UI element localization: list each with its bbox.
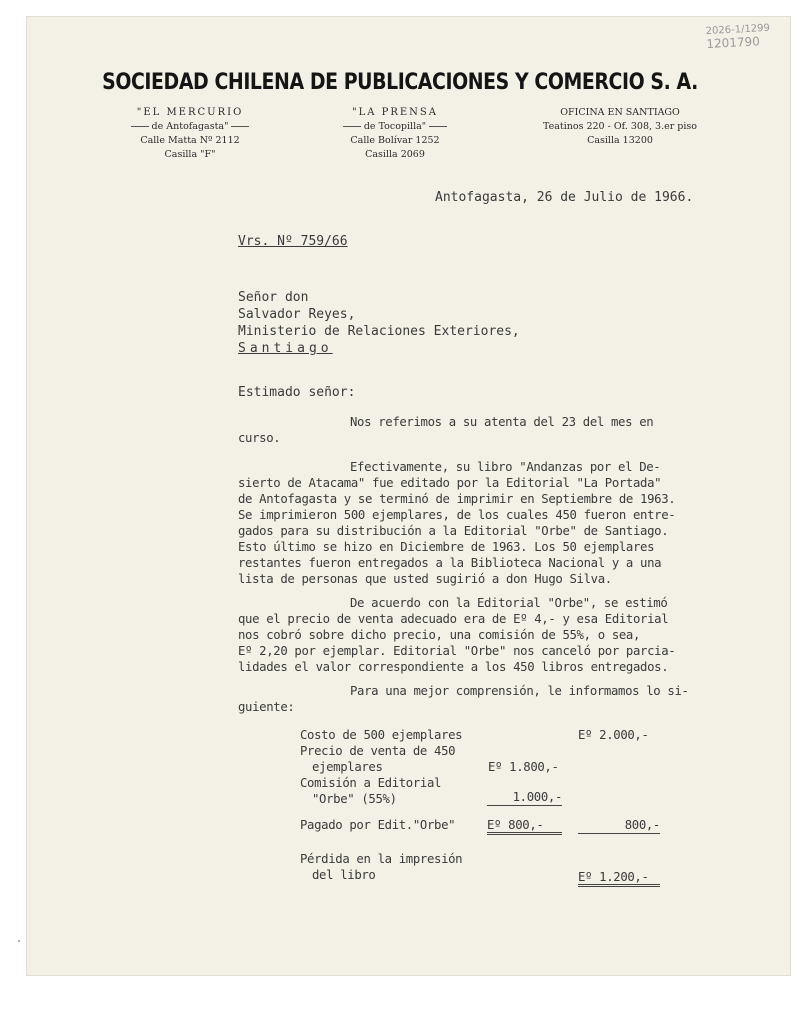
reference-number: Vrs. Nº 759/66 bbox=[238, 234, 348, 249]
loss-label-cont: del libro bbox=[312, 868, 376, 882]
sale-label: Precio de venta de 450 bbox=[300, 744, 456, 758]
text-line: De acuerdo con la Editorial "Orbe", se estimó bbox=[350, 596, 668, 610]
text-line: lidades el valor correspondiente a los 450 libros entregados. bbox=[238, 660, 669, 674]
cost-label: Costo de 500 ejemplares bbox=[300, 728, 463, 742]
text-line: sierto de Atacama" fue editado por la Editorial "La Portada" bbox=[238, 476, 662, 490]
archive-ref-line-2: 1201790 bbox=[706, 34, 761, 52]
sale-value: Eº 1.800,- bbox=[488, 760, 559, 774]
office-name: "LA PRENSA bbox=[351, 107, 439, 118]
text-line: de Antofagasta y se terminó de imprimir en Septiembre de 1963. bbox=[238, 492, 676, 506]
text-line: gados para su distribución a la Editorial "Orbe" de Santiago. bbox=[238, 524, 669, 538]
text-line: Efectivamente, su libro "Andanzas por el De- bbox=[350, 460, 661, 474]
text-line: restantes fueron entregados a la Biblioteca Nacional y a una bbox=[238, 556, 662, 570]
office-name: "EL MERCURIO bbox=[136, 107, 244, 118]
addressee-line: Salvador Reyes, bbox=[238, 307, 356, 322]
office-santiago bbox=[520, 106, 720, 148]
text-line: lista de personas que usted sugirió a don Hugo Silva. bbox=[238, 572, 612, 586]
office-postbox: Casilla 2069 bbox=[365, 149, 425, 160]
addressee-line: Señor don bbox=[238, 290, 309, 305]
paid-value-subtotal: Eº 800,- bbox=[487, 818, 562, 835]
text-line: Nos referimos a su atenta del 23 del mes en bbox=[350, 415, 654, 429]
text-line: Para una mejor comprensión, le informamos lo si- bbox=[350, 684, 689, 698]
office-address: Calle Bolívar 1252 bbox=[350, 135, 440, 146]
office-address: Teatinos 220 - Of. 308, 3.er piso bbox=[543, 121, 697, 132]
commission-label: Comisión a Editorial bbox=[300, 776, 442, 790]
text-line: Esto último se hizo en Diciembre de 1963. Los 50 ejemplares bbox=[238, 540, 655, 554]
office-name: OFICINA EN SANTIAGO bbox=[560, 107, 680, 118]
commission-label-cont: "Orbe" (55%) bbox=[312, 792, 397, 806]
text-line: guiente: bbox=[238, 700, 295, 714]
office-el-mercurio bbox=[110, 106, 270, 162]
text-line: que el precio de venta adecuado era de Eº 4,- y esa Editorial bbox=[238, 612, 669, 626]
text-line: nos cobró sobre dicho precio, una comisión de 55%, o sea, bbox=[238, 628, 641, 642]
company-name: SOCIEDAD CHILENA DE PUBLICACIONES Y COMERCIO S. A. bbox=[102, 70, 698, 95]
office-address: Calle Matta Nº 2112 bbox=[140, 135, 240, 146]
paid-value-total: 800,- bbox=[578, 818, 660, 834]
office-postbox: Casilla 13200 bbox=[587, 135, 653, 146]
paid-label: Pagado por Edit."Orbe" bbox=[300, 818, 456, 832]
addressee-line: Ministerio de Relaciones Exteriores, bbox=[238, 324, 520, 339]
archive-ref-line-1: 2026-1/1299 bbox=[705, 22, 771, 38]
text-line: Se imprimieron 500 ejemplares, de los cuales 450 fueron entre- bbox=[238, 508, 676, 522]
handwritten-archive-reference bbox=[705, 22, 786, 50]
addressee-city: Santiago bbox=[238, 341, 333, 356]
commission-value: 1.000,- bbox=[487, 790, 562, 806]
sale-label-cont: ejemplares bbox=[312, 760, 383, 774]
office-subtitle: de Antofagasta" bbox=[151, 121, 229, 132]
text-line: curso. bbox=[238, 431, 281, 445]
office-subtitle: de Tocopilla" bbox=[363, 121, 427, 132]
margin-mark bbox=[18, 940, 20, 942]
loss-label: Pérdida en la impresión bbox=[300, 852, 463, 866]
office-postbox: Casilla "F" bbox=[164, 149, 216, 160]
date-line: Antofagasta, 26 de Julio de 1966. bbox=[435, 190, 694, 205]
cost-value: Eº 2.000,- bbox=[578, 728, 649, 742]
text-line: Eº 2,20 por ejemplar. Editorial "Orbe" nos canceló por parcia- bbox=[238, 644, 676, 658]
loss-value: Eº 1.200,- bbox=[578, 870, 660, 887]
office-la-prensa bbox=[320, 106, 470, 162]
salutation: Estimado señor: bbox=[238, 385, 356, 400]
